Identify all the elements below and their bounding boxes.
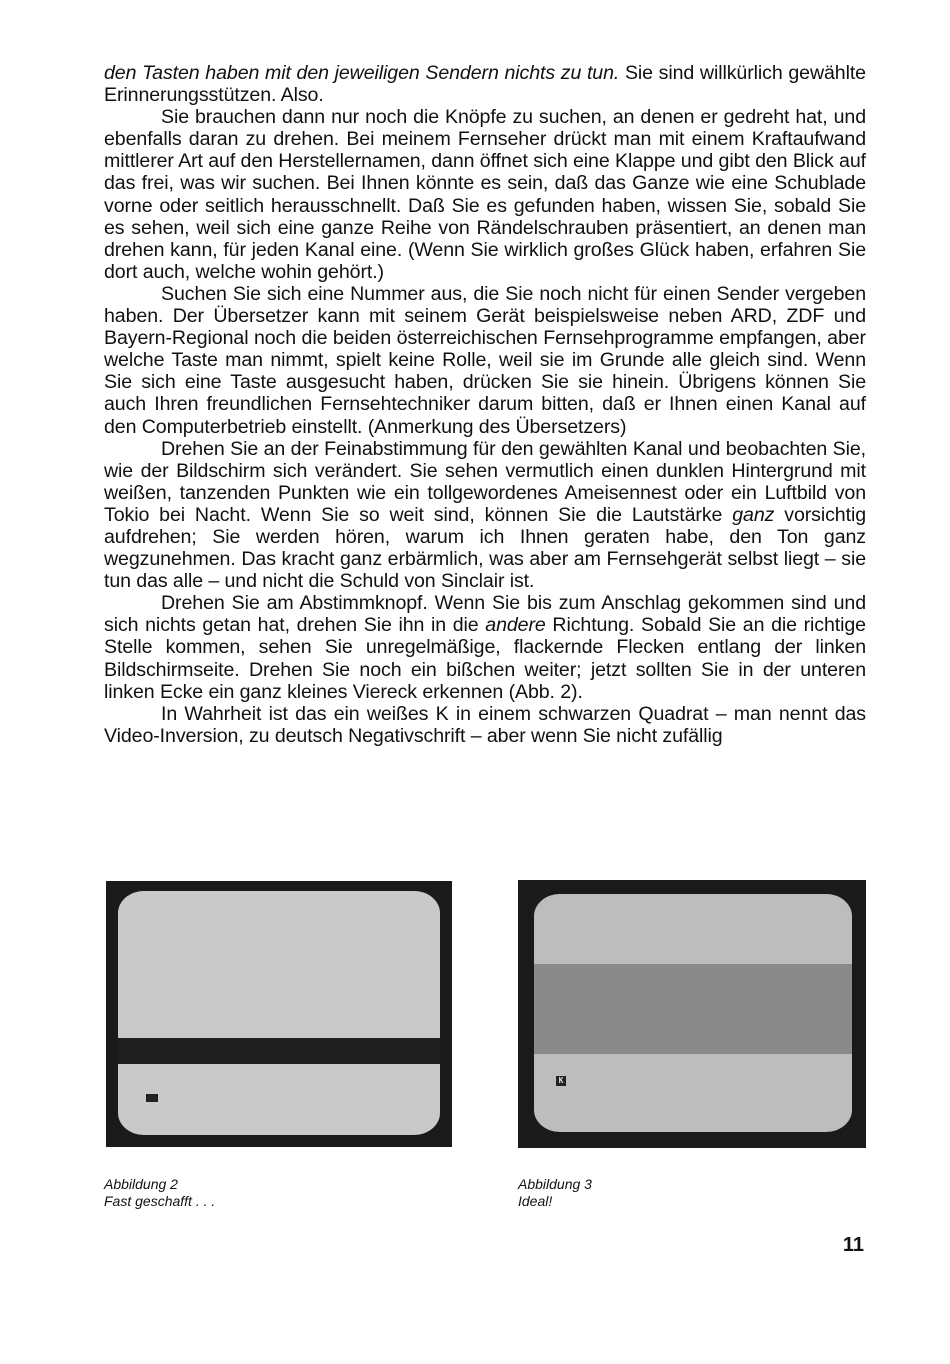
inverse-k-cursor: K <box>556 1076 566 1086</box>
emphasis-word: andere <box>485 614 546 637</box>
italic-lead: den Tasten haben mit den jeweiligen Sendern nichts zu tun. <box>104 62 620 84</box>
paragraph-6: In Wahrheit ist das ein weißes K in einem schwarzen Quadrat – man nennt das Video-Inversion, zu deutsch Negativschrift – aber wenn Sie nicht zufällig <box>104 702 866 747</box>
body-text <box>104 62 866 747</box>
caption-text: Ideal! <box>518 1193 553 1209</box>
cursor-square <box>146 1094 158 1102</box>
paragraph-1 <box>104 62 866 106</box>
paragraph-4 <box>104 438 866 593</box>
figure-2-tv-screen-photo <box>106 881 452 1147</box>
figure-3-caption <box>518 1176 592 1210</box>
emphasis-word: ganz <box>732 503 775 526</box>
dark-band <box>118 1038 440 1064</box>
tv-screen <box>534 894 852 1132</box>
paragraph-text: Drehen Sie an der Feinabstimmung für den gewählten Kanal und beobachten Sie, wie der Bildschirm sich verändert. Sie sehen vermutlich einen dunklen Hintergrund mit weißen, tanzenden Punkten wie ein tollgewordenes Ameisennest oder ein Luftbild von Tokio bei Nacht. Wenn Sie so weit sind, können Sie die Lautstärke <box>104 437 866 526</box>
paragraph-5 <box>104 592 866 702</box>
caption-title: Abbildung 2 <box>104 1176 178 1192</box>
grey-band <box>534 964 852 1054</box>
paragraph-text: Drehen Sie am Abstimmknopf. Wenn Sie bis zum Anschlag gekommen sind und sich nichts getan hat, drehen Sie ihn in die <box>104 592 866 637</box>
caption-text: Fast geschafft . . . <box>104 1193 216 1209</box>
figure-2-caption <box>104 1176 215 1210</box>
page-number: 11 <box>842 1234 864 1256</box>
paragraph-text: Richtung. Sobald Sie an die richtige Stelle kommen, sehen Sie unregelmäßige, flackernde Flecken entlang der linken Bildschirmseite. Drehen Sie noch ein bißchen weiter; jetzt sollten Sie in der unteren linken Ecke ein ganz kleines Viereck erkennen (Abb. 2). <box>104 614 866 703</box>
tv-screen <box>118 891 440 1135</box>
paragraph-text: Sie sind willkürlich gewählte Erinnerungsstützen. Also. <box>104 62 866 107</box>
paragraph-2: Sie brauchen dann nur noch die Knöpfe zu suchen, an denen er gedreht hat, und ebenfalls daran zu drehen. Bei meinem Fernseher drückt man mit einem Kraftaufwand mittlerer Art auf den Herstellernamen, dann öffnet sich eine Klappe und gibt den Blick auf das frei, was wir suchen. Bei Ihnen könnte es sein, daß das Ganze wie eine Schublade vorne oder seitlich herausschnellt. Daß Sie es gefunden haben, wissen Sie, sobald Sie es sehen, weil sich eine ganze Reihe von Rändelschrauben präsentiert, an denen man drehen kann, für jeden Kanal eine. (Wenn Sie wirklich großes Glück haben, erfahren Sie dort auch, welche wohin gehört.) <box>104 106 866 283</box>
figure-3-tv-screen-photo <box>518 880 866 1148</box>
caption-title: Abbildung 3 <box>518 1176 592 1192</box>
paragraph-3: Suchen Sie sich eine Nummer aus, die Sie noch nicht für einen Sender vergeben haben. Der Übersetzer kann mit seinem Gerät beispielsweise neben ARD, ZDF und Bayern-Regional noch die beiden österreichischen Fernsehprogramme empfangen, aber welche Taste man nimmt, spielt keine Rolle, weil sie im Grunde alle gleich sind. Wenn Sie sich eine Taste ausgesucht haben, drücken Sie sie hinein. Übrigens können Sie auch Ihren freundlichen Fernsehtechniker darum bitten, daß er Ihnen einen Kanal auf den Computerbetrieb einstellt. (Anmerkung des Übersetzers) <box>104 282 866 438</box>
paragraph-text: vorsichtig aufdrehen; Sie werden hören, warum ich Ihnen geraten habe, den Ton ganz wegzunehmen. Das kracht ganz erbärmlich, was aber am Fernsehgerät selbst liegt – sie tun das alle – und nicht die Schuld von Sinclair ist. <box>104 503 867 593</box>
